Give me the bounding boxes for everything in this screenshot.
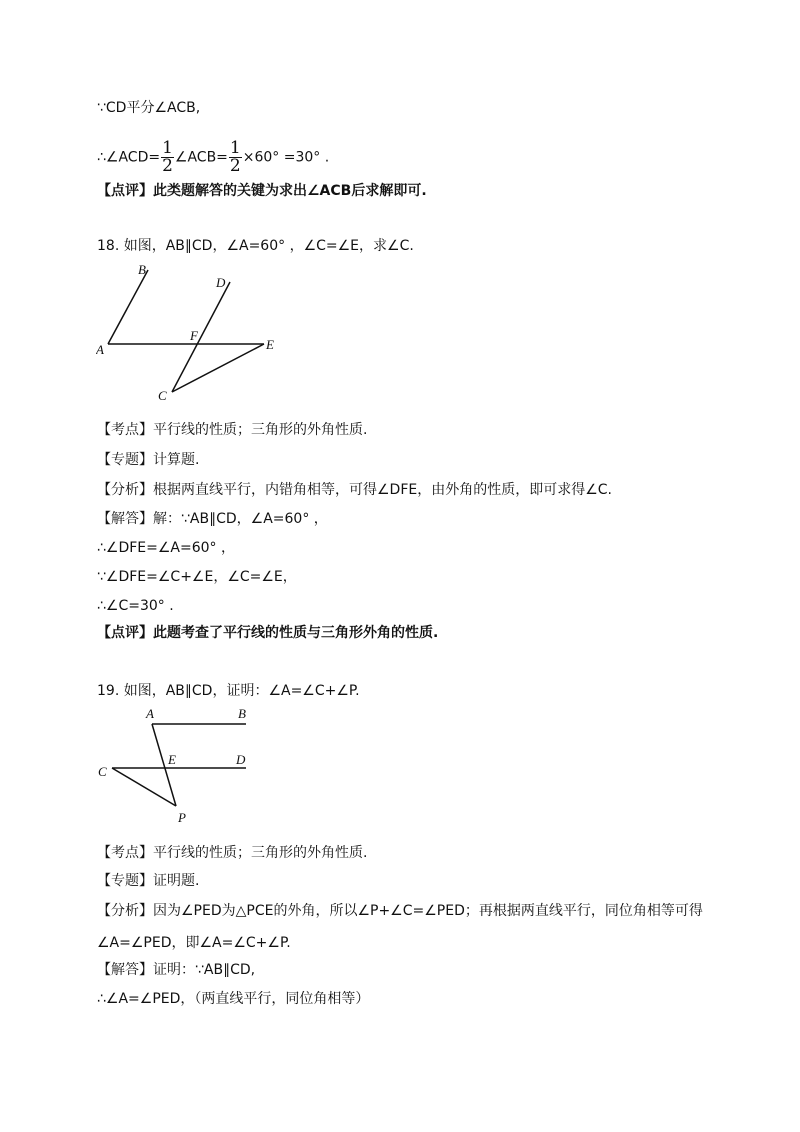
label-c: C — [158, 388, 167, 403]
figure-18-svg — [96, 262, 276, 404]
label-e: E — [266, 337, 274, 352]
label-e: E — [168, 752, 176, 767]
text-cd-bisects: ∵CD平分∠ACB, — [97, 100, 201, 116]
figure-18 — [96, 262, 276, 408]
zhuanti-19: 【专题】证明题. — [97, 873, 200, 889]
label-d: D — [236, 752, 246, 767]
step-18-2: ∵∠DFE=∠C+∠E，∠C=∠E， — [97, 569, 297, 585]
dianping-18: 【点评】此题考查了平行线的性质与三角形外角的性质. — [97, 625, 439, 641]
figure-19-svg — [96, 706, 266, 826]
label-b: B — [138, 262, 146, 277]
equation-prefix: ∴∠ACD= — [97, 149, 161, 166]
equation-suffix: ×60° =30° . — [242, 149, 330, 166]
question-18-title: 18. 如图，AB∥CD，∠A=60° ，∠C=∠E，求∠C. — [97, 238, 414, 254]
label-p: P — [178, 810, 186, 825]
line-cd — [172, 282, 230, 392]
kaodian-18: 【考点】平行线的性质；三角形的外角性质. — [97, 422, 368, 438]
label-d: D — [216, 275, 226, 290]
equation-mid: ∠ACB= — [174, 149, 228, 166]
fenxi-19-line2: ∠A=∠PED，即∠A=∠C+∠P. — [97, 935, 291, 951]
jieda-19: 【解答】证明：∵AB∥CD, — [97, 962, 256, 978]
fenxi-19-line1: 【分析】因为∠PED为△PCE的外角，所以∠P+∠C=∠PED；再根据两直线平行，同位角相等可得 — [97, 903, 703, 919]
fraction-half — [161, 140, 174, 175]
step-19-1: ∴∠A=∠PED，（两直线平行，同位角相等） — [97, 991, 370, 1007]
question-19-title: 19. 如图，AB∥CD，证明：∠A=∠C+∠P. — [97, 683, 360, 699]
equation-acd — [97, 138, 330, 176]
comment-17: 【点评】此类题解答的关键为求出∠ACB后求解即可. — [97, 183, 427, 199]
fraction-denominator: 2 — [229, 156, 241, 176]
fenxi-18: 【分析】根据两直线平行，内错角相等，可得∠DFE，由外角的性质，即可求得∠C. — [97, 482, 613, 498]
line-ce — [172, 344, 264, 392]
label-c: C — [98, 764, 107, 779]
step-18-3: ∴∠C=30° . — [97, 598, 174, 614]
fraction-numerator: 1 — [229, 138, 241, 158]
zhuanti-18: 【专题】计算题. — [97, 452, 200, 468]
fraction-denominator: 2 — [162, 156, 173, 176]
kaodian-19: 【考点】平行线的性质；三角形的外角性质. — [97, 845, 368, 861]
figure-19 — [96, 706, 266, 830]
fraction-numerator: 1 — [162, 138, 173, 158]
fraction-half — [229, 140, 242, 175]
label-a: A — [96, 342, 104, 357]
label-f: F — [190, 328, 198, 343]
step-18-1: ∴∠DFE=∠A=60° ， — [97, 540, 235, 556]
label-b: B — [238, 706, 246, 721]
line-ab — [108, 270, 148, 344]
jieda-18: 【解答】解：∵AB∥CD，∠A=60° ， — [97, 511, 328, 527]
label-a: A — [146, 706, 154, 721]
